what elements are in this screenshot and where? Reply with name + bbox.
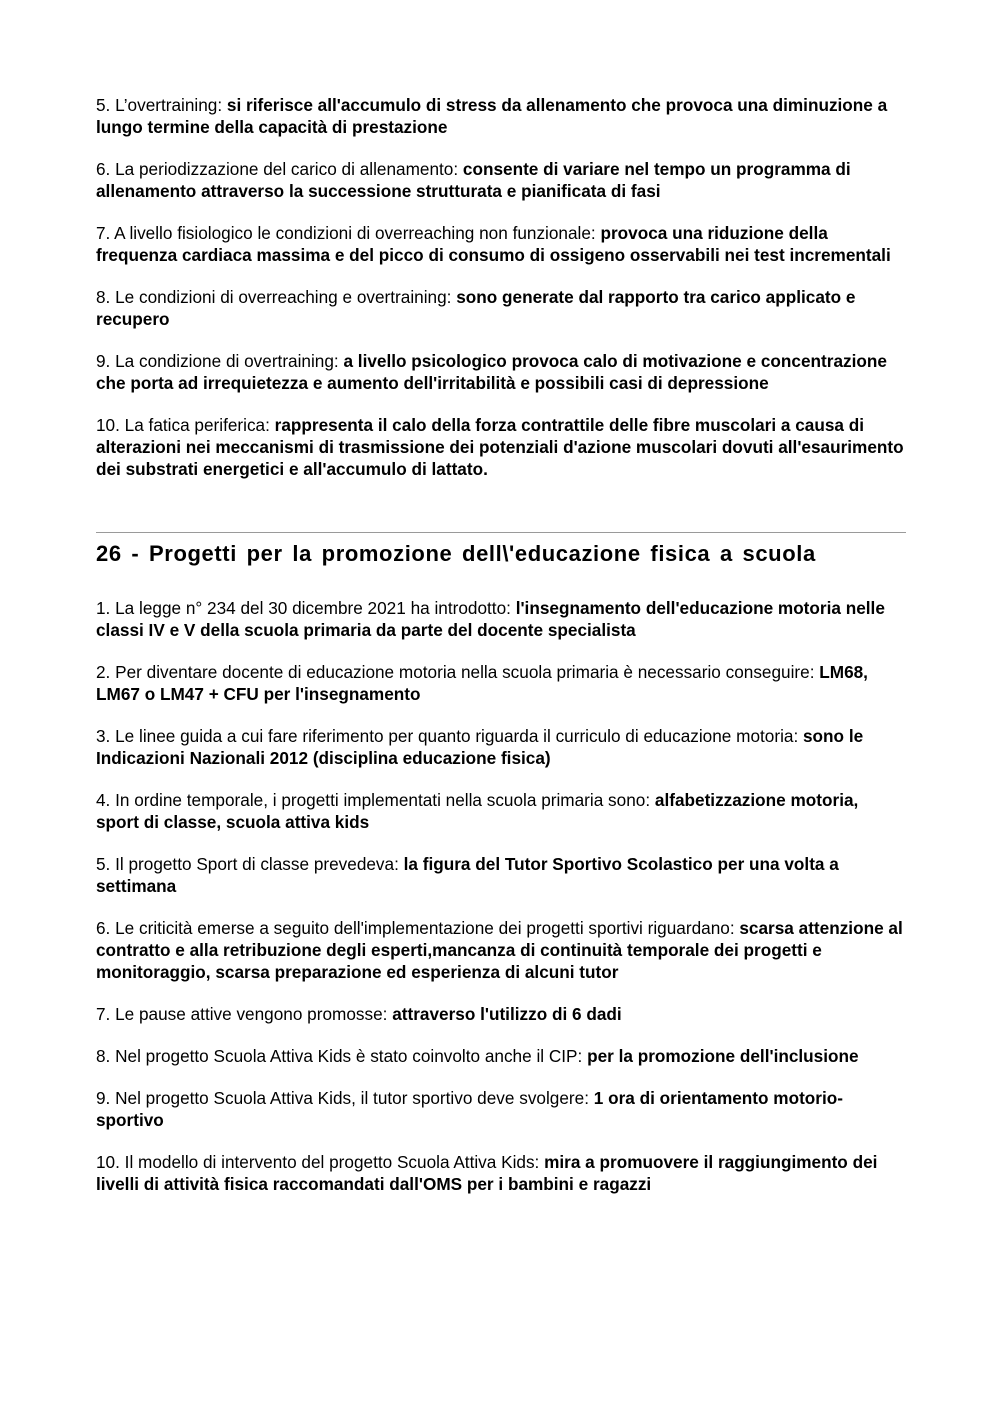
answer-text: sono le Indicazioni Nazionali 2012 (disciplina educazione fisica): [96, 726, 864, 768]
answer-text: consente di variare nel tempo un programma di allenamento attraverso la successione strutturata e pianificata di fasi: [96, 159, 851, 201]
answer-text: la figura del Tutor Sportivo Scolastico per una volta a settimana: [96, 854, 839, 896]
question-text: 5. L’overtraining:: [96, 95, 227, 115]
section-title: 26 - Progetti per la promozione dell\'educazione fisica a scuola: [96, 541, 816, 566]
qa-item-1: [96, 597, 906, 641]
qa-item-7: [96, 1003, 906, 1025]
question-text: 8. Nel progetto Scuola Attiva Kids è stato coinvolto anche il CIP:: [96, 1046, 588, 1066]
qa-item-8: [96, 286, 906, 330]
question-text: 8. Le condizioni di overreaching e overtraining:: [96, 287, 457, 307]
qa-item-9: [96, 1087, 906, 1131]
question-text: 4. In ordine temporale, i progetti implementati nella scuola primaria sono:: [96, 790, 655, 810]
answer-text: LM68, LM67 o LM47 + CFU per l'insegnamento: [96, 662, 868, 704]
section-26-answers: [96, 597, 906, 1195]
previous-section-answers: [96, 94, 906, 480]
answer-text: 1 ora di orientamento motorio-sportivo: [96, 1088, 843, 1130]
answer-text: provoca una riduzione della frequenza cardiaca massima e del picco di consumo di ossigeno osservabili nei test incrementali: [96, 223, 891, 265]
qa-item-2: [96, 661, 906, 705]
qa-item-6: [96, 158, 906, 202]
qa-item-8: [96, 1045, 906, 1067]
qa-item-7: [96, 222, 906, 266]
question-text: 3. Le linee guida a cui fare riferimento per quanto riguarda il curriculo di educazione motoria:: [96, 726, 803, 746]
qa-item-9: [96, 350, 906, 394]
answer-text: mira a promuovere il raggiungimento dei livelli di attività fisica raccomandati dall'OMS per i bambini e ragazzi: [96, 1152, 878, 1194]
question-text: 5. Il progetto Sport di classe prevedeva:: [96, 854, 404, 874]
question-text: 9. Nel progetto Scuola Attiva Kids, il tutor sportivo deve svolgere:: [96, 1088, 594, 1108]
answer-text: sono generate dal rapporto tra carico applicato e recupero: [96, 287, 856, 329]
answer-text: attraverso l'utilizzo di 6 dadi: [392, 1004, 622, 1024]
answer-text: rappresenta il calo della forza contrattile delle fibre muscolari a causa di alterazioni nei meccanismi di trasmissione dei potenziali d'azione muscolari dovuti all'esaurimento dei substrati energetici e all'accumulo di lattato.: [96, 415, 904, 479]
qa-item-10: [96, 1151, 906, 1195]
answer-text: si riferisce all'accumulo di stress da allenamento che provoca una diminuzione a lungo termine della capacità di prestazione: [96, 95, 888, 137]
answer-text: a livello psicologico provoca calo di motivazione e concentrazione che porta ad irrequietezza e aumento dell'irritabilità e possibili casi di depressione: [96, 351, 887, 393]
answer-text: l'insegnamento dell'educazione motoria nelle classi IV e V della scuola primaria da parte del docente specialista: [96, 598, 885, 640]
answer-text: per la promozione dell'inclusione: [587, 1046, 859, 1066]
qa-item-3: [96, 725, 906, 769]
question-text: 6. La periodizzazione del carico di allenamento:: [96, 159, 463, 179]
question-text: 2. Per diventare docente di educazione motoria nella scuola primaria è necessario conseguire:: [96, 662, 820, 682]
qa-item-6: [96, 917, 906, 983]
answer-text: alfabetizzazione motoria, sport di classe, scuola attiva kids: [96, 790, 859, 832]
question-text: 9. La condizione di overtraining:: [96, 351, 344, 371]
qa-item-10: [96, 414, 906, 480]
qa-item-4: [96, 789, 906, 833]
question-text: 7. A livello fisiologico le condizioni di overreaching non funzionale:: [96, 223, 601, 243]
qa-item-5: [96, 853, 906, 897]
section-divider: [96, 532, 906, 533]
question-text: 6. Le criticità emerse a seguito dell'implementazione dei progetti sportivi riguardano:: [96, 918, 740, 938]
question-text: 10. La fatica periferica:: [96, 415, 275, 435]
question-text: 7. Le pause attive vengono promosse:: [96, 1004, 393, 1024]
question-text: 1. La legge n° 234 del 30 dicembre 2021 ha introdotto:: [96, 598, 516, 618]
document-page: [96, 94, 906, 1215]
qa-item-5: [96, 94, 906, 138]
question-text: 10. Il modello di intervento del progetto Scuola Attiva Kids:: [96, 1152, 545, 1172]
answer-text: scarsa attenzione al contratto e alla retribuzione degli esperti,mancanza di continuità temporale dei progetti e monitoraggio, scarsa preparazione ed esperienza di alcuni tutor: [96, 918, 903, 982]
